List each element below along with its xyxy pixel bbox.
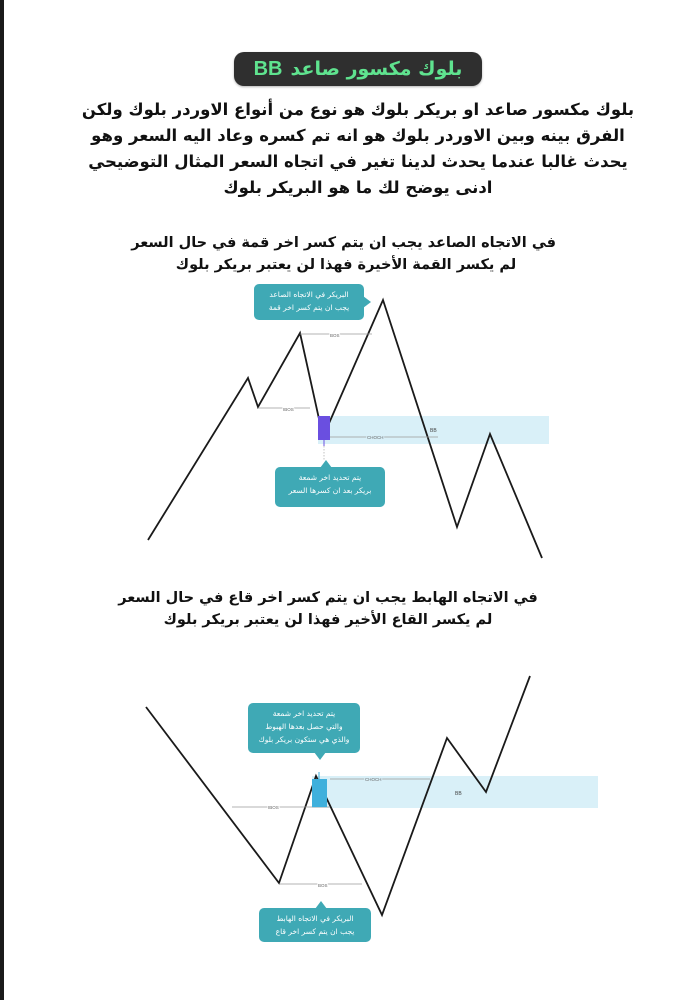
choch-label: CHOCH — [365, 777, 382, 782]
downtrend-callout-top — [248, 703, 360, 753]
bb-label: BB — [455, 791, 462, 797]
bos-label: BOS — [318, 883, 328, 888]
caption-line: في الاتجاه الهابط يجب ان يتم كسر اخر قاع في حال السعر — [118, 590, 538, 606]
callout-line: والتي حصل بعدها الهبوط — [265, 722, 343, 731]
callout-line: يجب ان يتم كسر اخر قاع — [275, 927, 355, 936]
callout-line: البريكر في الاتجاه الصاعد — [269, 290, 349, 299]
bos-label: BOS — [330, 333, 340, 338]
breaker-candle — [318, 416, 330, 440]
downtrend-caption — [118, 587, 538, 631]
intro-line: ادنى يوضح لك ما هو البريكر بلوك — [223, 178, 493, 197]
caption-line: لم يكسر القاع الأخير فهذا لن يعتبر بريكر بلوك — [163, 612, 493, 628]
intro-paragraph — [78, 97, 638, 201]
breaker-candle — [312, 779, 327, 807]
callout-line: والذي هي ستكون بريكر بلوك — [258, 735, 350, 744]
callout-line: يتم تحديد اخر شمعة — [272, 709, 336, 718]
uptrend-callout-bottom — [275, 467, 385, 507]
callout-line: بريكر بعد ان كسرها السعر — [288, 486, 372, 495]
choch-label: CHOCH — [367, 435, 384, 440]
callout-line: البريكر في الاتجاه الهابط — [276, 914, 354, 923]
caption-line: لم يكسر القمة الأخيرة فهذا لن يعتبر بريكر بلوك — [175, 257, 517, 273]
callout-line: يجب ان يتم كسر اخر قمة — [268, 303, 350, 312]
title-bb: BB — [253, 57, 283, 80]
callout-line: يتم تحديد اخر شمعة — [298, 473, 362, 482]
bb-label: BB — [430, 428, 437, 434]
ibos-label: IBOS — [268, 805, 279, 810]
intro-line: يحدث غالبا عندما يحدث لدينا تغير في اتجاه السعر المثال التوضيحي — [88, 152, 628, 171]
title-arabic: بلوك مكسور صاعد — [290, 58, 463, 80]
downtrend-callout-bottom — [259, 908, 371, 942]
ibos-label: IBOS — [283, 407, 294, 412]
title-banner — [234, 52, 482, 86]
intro-line: بلوك مكسور صاعد او بريكر بلوك هو نوع من أنواع الاوردر بلوك ولكن — [81, 100, 635, 119]
uptrend-callout-top — [254, 284, 364, 320]
intro-line: الفرق بينه وبين الاوردر بلوك هو انه تم كسره وعاد اليه السعر وهو — [91, 126, 625, 145]
caption-line: في الاتجاه الصاعد يجب ان يتم كسر اخر قمة في حال السعر — [131, 235, 556, 251]
